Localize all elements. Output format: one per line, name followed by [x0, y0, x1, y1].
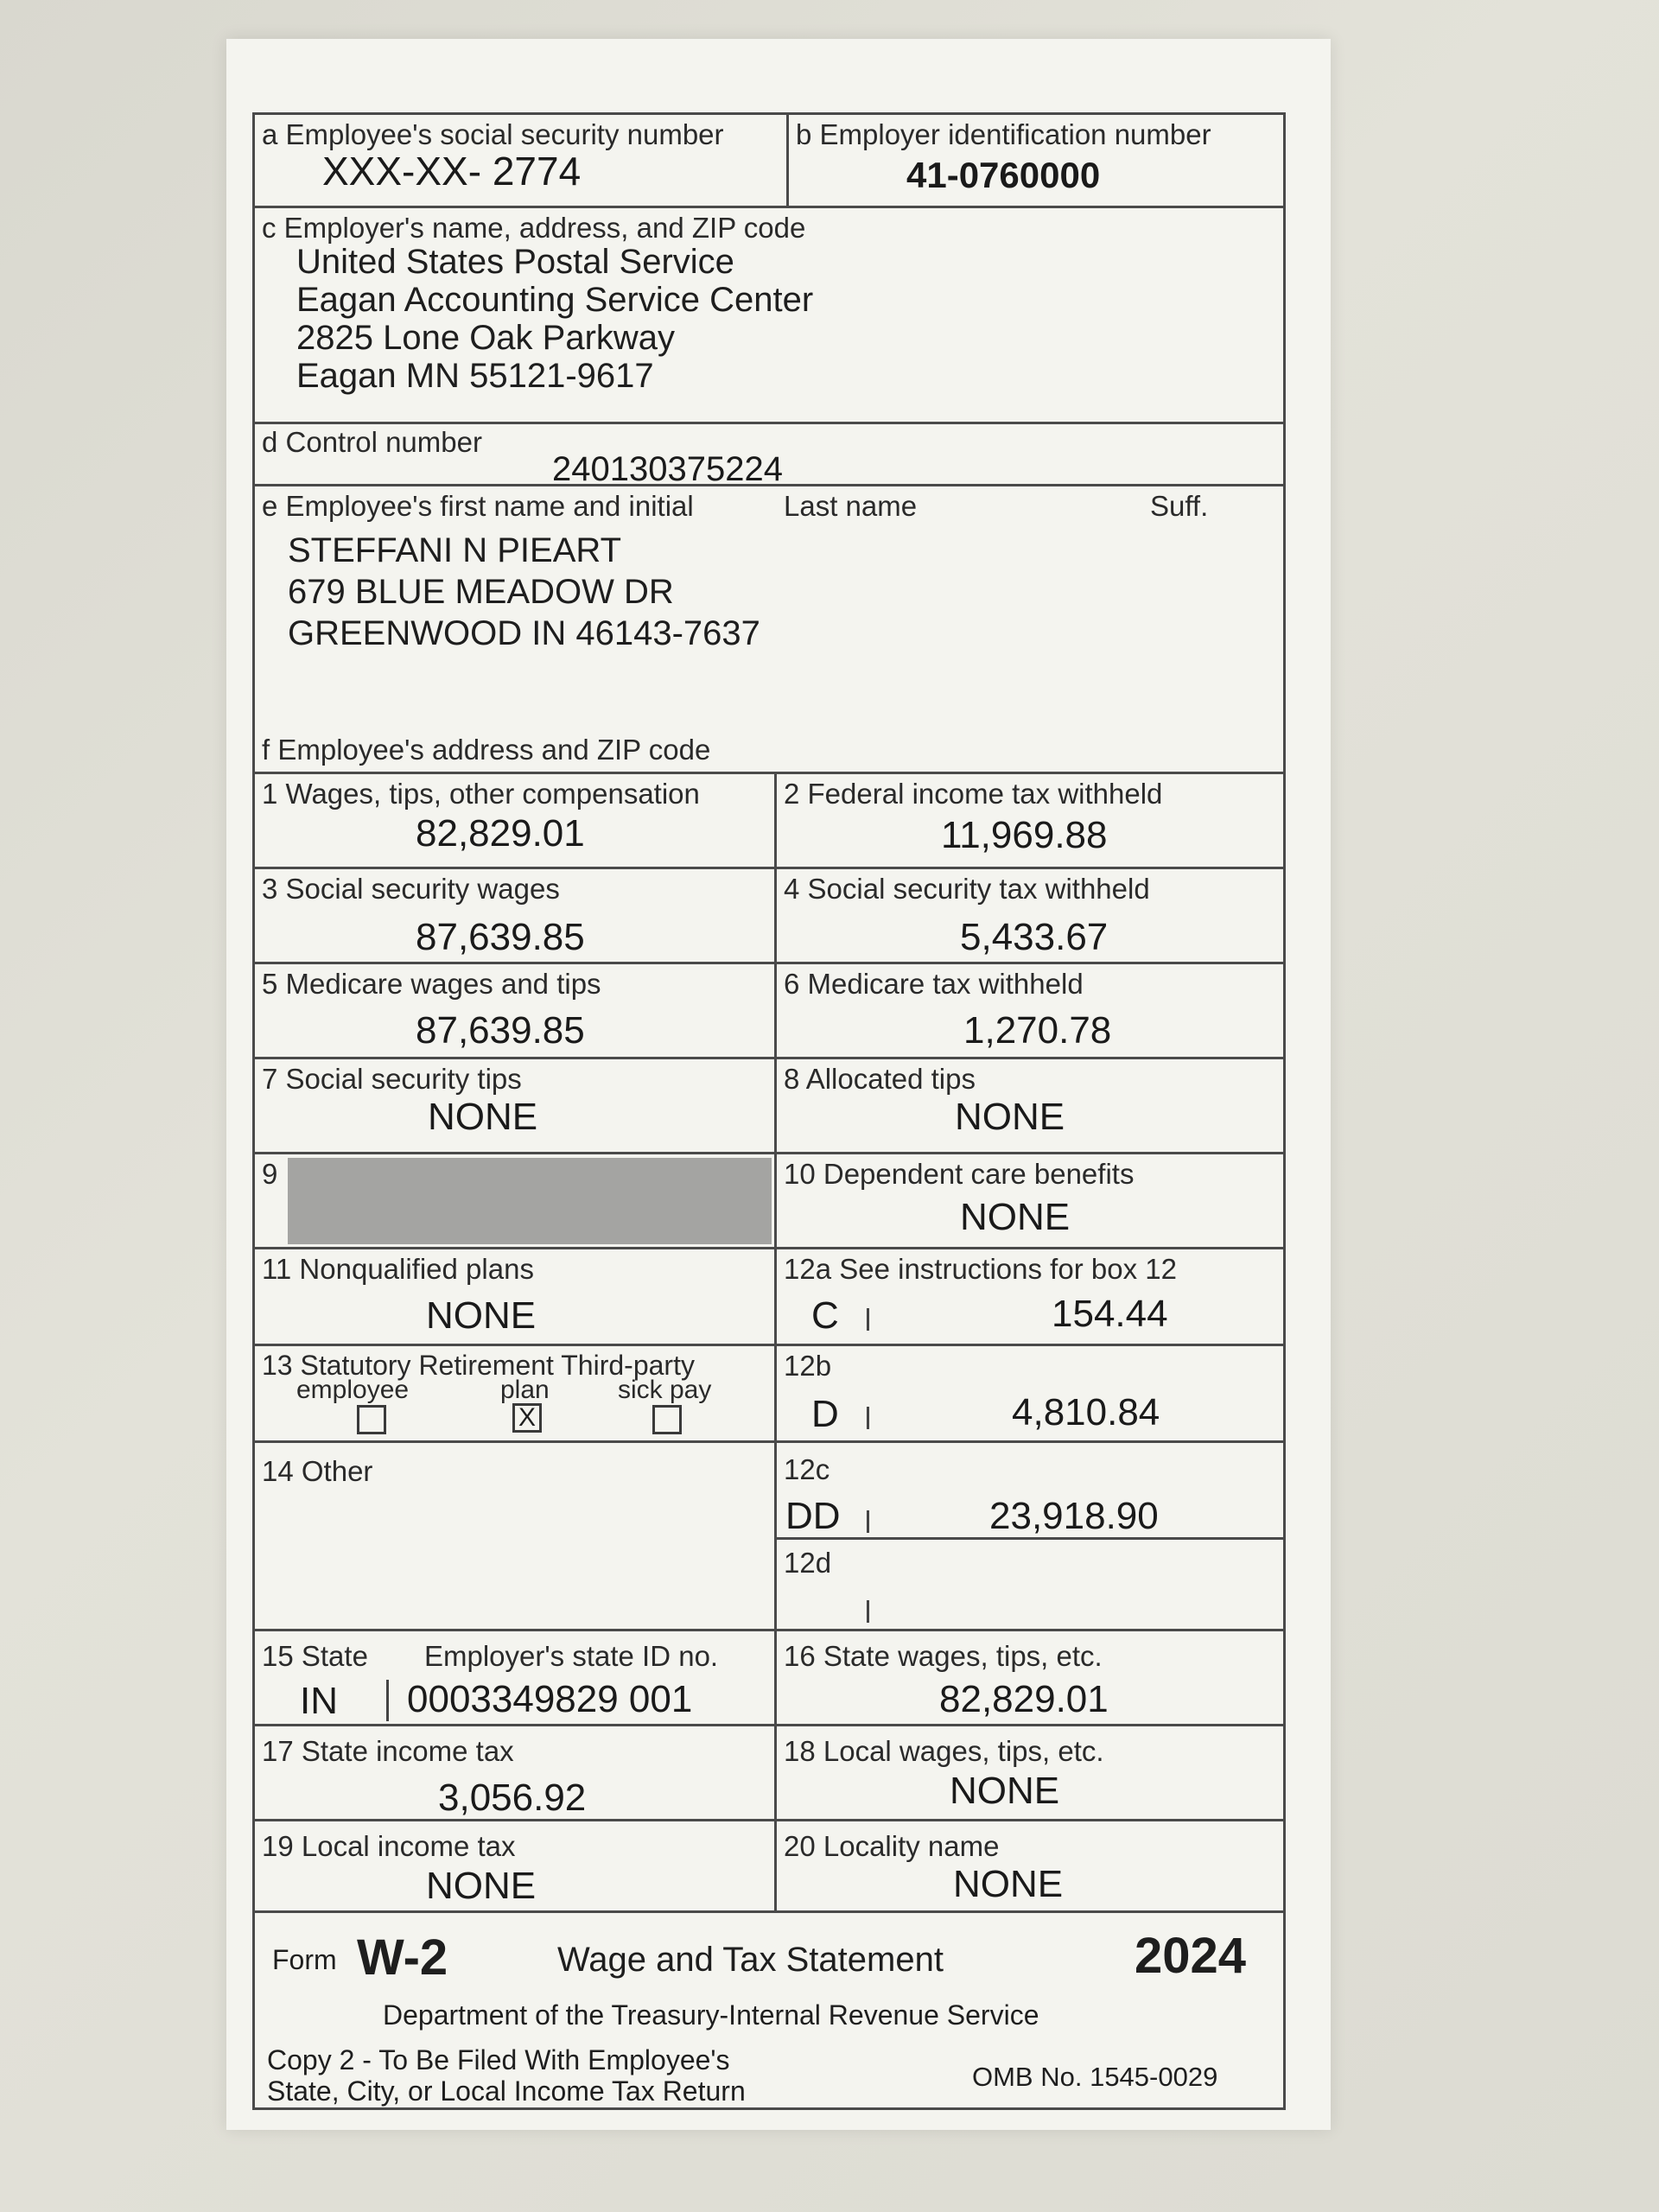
form-prefix: Form — [272, 1944, 337, 1975]
box-b — [789, 115, 1283, 206]
box-8-label: 8 Allocated tips — [784, 1063, 976, 1095]
box-7 — [255, 1059, 777, 1152]
box-1-value: 82,829.01 — [416, 812, 585, 855]
row-ab — [255, 115, 1283, 208]
box-14 — [255, 1443, 777, 1629]
box-3-label: 3 Social security wages — [262, 873, 560, 905]
omb-number: OMB No. 1545-0029 — [972, 2062, 1218, 2092]
box-5 — [255, 964, 777, 1057]
form-title: Wage and Tax Statement — [557, 1941, 944, 1979]
box-6-label: 6 Medicare tax withheld — [784, 968, 1084, 1000]
form-footer — [255, 1913, 1283, 2107]
copy-line-1: Copy 2 - To Be Filed With Employee's — [267, 2044, 730, 2075]
retirement-plan-label: plan — [500, 1376, 550, 1404]
row-19-20 — [255, 1821, 1283, 1913]
box-12b-amount: 4,810.84 — [1012, 1391, 1160, 1433]
box-2-label: 2 Federal income tax withheld — [784, 778, 1163, 810]
box-9-label: 9 — [262, 1158, 278, 1190]
box-12b-code: D — [811, 1393, 839, 1435]
retirement-plan-checkbox[interactable]: X — [512, 1403, 542, 1433]
box-19-label: 19 Local income tax — [262, 1830, 516, 1862]
box-19 — [255, 1821, 777, 1910]
box-19-value: NONE — [426, 1865, 537, 1907]
box-a — [255, 115, 789, 206]
box-20 — [777, 1821, 1283, 1910]
box-e-label: e Employee's first name and initial — [262, 490, 694, 522]
box-12c-label: 12c — [784, 1453, 830, 1485]
box-12c-amount: 23,918.90 — [989, 1495, 1159, 1537]
employer-address-line: Eagan MN 55121-9617 — [296, 357, 654, 395]
box-1 — [255, 774, 777, 867]
code-divider — [867, 1407, 869, 1429]
box-15 — [255, 1631, 777, 1724]
box-a-label: a Employee's social security number — [262, 118, 724, 150]
row-3-4 — [255, 869, 1283, 964]
tax-year: 2024 — [1135, 1928, 1247, 1984]
box-20-label: 20 Locality name — [784, 1830, 1000, 1862]
w2-form — [252, 112, 1286, 2110]
box-9 — [255, 1154, 777, 1247]
code-divider — [867, 1510, 869, 1533]
box-6-value: 1,270.78 — [963, 1009, 1112, 1052]
row-1-2 — [255, 774, 1283, 869]
box-4-label: 4 Social security tax withheld — [784, 873, 1150, 905]
box-8 — [777, 1059, 1283, 1152]
box-13 — [255, 1346, 777, 1440]
box-12b — [777, 1346, 1283, 1440]
box-9-shaded-area — [288, 1158, 772, 1244]
row-9-10 — [255, 1154, 1283, 1249]
box-13-label: 13 Statutory Retirement Third-party — [262, 1350, 695, 1381]
box-5-label: 5 Medicare wages and tips — [262, 968, 601, 1000]
box-15-label: 15 State — [262, 1640, 368, 1672]
row-13-12b — [255, 1346, 1283, 1443]
box-3 — [255, 869, 777, 962]
box-c-label: c Employer's name, address, and ZIP code — [262, 212, 806, 244]
department: Department of the Treasury-Internal Revenue Service — [383, 1999, 1039, 2031]
box-18-value: NONE — [950, 1770, 1060, 1812]
employee-ssn: XXX-XX- 2774 — [322, 149, 582, 194]
box-4 — [777, 869, 1283, 962]
row-7-8 — [255, 1059, 1283, 1154]
box-10-label: 10 Dependent care benefits — [784, 1158, 1135, 1190]
employer-state-id-label: Employer's state ID no. — [424, 1640, 719, 1672]
third-party-sick-pay-label: sick pay — [618, 1376, 712, 1404]
row-14-12cd — [255, 1443, 1283, 1631]
statutory-employee-label: employee — [296, 1376, 410, 1404]
form-name: W-2 — [357, 1929, 448, 1986]
box-12d — [777, 1540, 1283, 1629]
box-20-value: NONE — [953, 1863, 1064, 1905]
box-17-value: 3,056.92 — [438, 1777, 587, 1819]
box-7-value: NONE — [428, 1096, 538, 1138]
box-12a-amount: 154.44 — [1052, 1293, 1168, 1335]
box-10-value: NONE — [960, 1196, 1071, 1238]
employee-address-line: 679 BLUE MEADOW DR — [288, 573, 674, 611]
row-5-6 — [255, 964, 1283, 1059]
box-f-label: f Employee's address and ZIP code — [262, 734, 711, 766]
box-7-label: 7 Social security tips — [262, 1063, 522, 1095]
box-c — [255, 208, 1283, 424]
box-16-label: 16 State wages, tips, etc. — [784, 1640, 1103, 1672]
employer-address — [296, 243, 813, 395]
employee-address-line: STEFFANI N PIEART — [288, 531, 621, 569]
box-11 — [255, 1249, 777, 1344]
employer-address-line: United States Postal Service — [296, 243, 734, 281]
box-14-label: 14 Other — [262, 1455, 373, 1487]
box-2 — [777, 774, 1283, 867]
control-number: 240130375224 — [552, 450, 783, 488]
employer-state-id: 0003349829 001 — [407, 1678, 693, 1720]
box-16 — [777, 1631, 1283, 1724]
row-11-12a — [255, 1249, 1283, 1346]
box-12a-label: 12a See instructions for box 12 — [784, 1253, 1177, 1285]
box-12b-label: 12b — [784, 1350, 832, 1382]
employer-address-line: Eagan Accounting Service Center — [296, 281, 814, 319]
third-party-sick-pay-checkbox[interactable] — [652, 1405, 682, 1434]
code-divider — [867, 1308, 869, 1331]
box-16-value: 82,829.01 — [939, 1678, 1109, 1720]
box-18 — [777, 1726, 1283, 1819]
box-3-value: 87,639.85 — [416, 916, 585, 958]
employee-address — [288, 530, 760, 654]
box-4-value: 5,433.67 — [960, 916, 1109, 958]
box-6 — [777, 964, 1283, 1057]
last-name-label: Last name — [784, 490, 918, 522]
box-ef — [255, 486, 1283, 774]
box-17-label: 17 State income tax — [262, 1735, 514, 1767]
box-12a — [777, 1249, 1283, 1344]
box-11-label: 11 Nonqualified plans — [262, 1253, 534, 1285]
box-12c-code: DD — [785, 1495, 841, 1537]
box-11-value: NONE — [426, 1294, 537, 1337]
box-1-label: 1 Wages, tips, other compensation — [262, 778, 700, 810]
box-17 — [255, 1726, 777, 1819]
row-17-18 — [255, 1726, 1283, 1821]
box-d — [255, 424, 1283, 486]
box-5-value: 87,639.85 — [416, 1009, 585, 1052]
employer-ein: 41-0760000 — [906, 155, 1101, 195]
statutory-employee-checkbox[interactable] — [357, 1405, 386, 1434]
box-18-label: 18 Local wages, tips, etc. — [784, 1735, 1104, 1767]
employee-address-line: GREENWOOD IN 46143-7637 — [288, 614, 760, 652]
employer-address-line: 2825 Lone Oak Parkway — [296, 319, 676, 357]
box-12d-label: 12d — [784, 1547, 832, 1579]
suffix-label: Suff. — [1150, 490, 1209, 522]
state-code: IN — [300, 1680, 338, 1722]
box-10 — [777, 1154, 1283, 1247]
box-2-value: 11,969.88 — [941, 814, 1108, 856]
box-d-label: d Control number — [262, 426, 482, 458]
box-12a-code: C — [811, 1294, 839, 1337]
box-12c — [777, 1443, 1283, 1540]
state-divider — [386, 1680, 389, 1721]
box-b-label: b Employer identification number — [796, 118, 1211, 150]
box-8-value: NONE — [955, 1096, 1065, 1138]
copy-line-2: State, City, or Local Income Tax Return — [267, 2075, 746, 2107]
row-15-16 — [255, 1631, 1283, 1726]
code-divider — [867, 1600, 869, 1623]
